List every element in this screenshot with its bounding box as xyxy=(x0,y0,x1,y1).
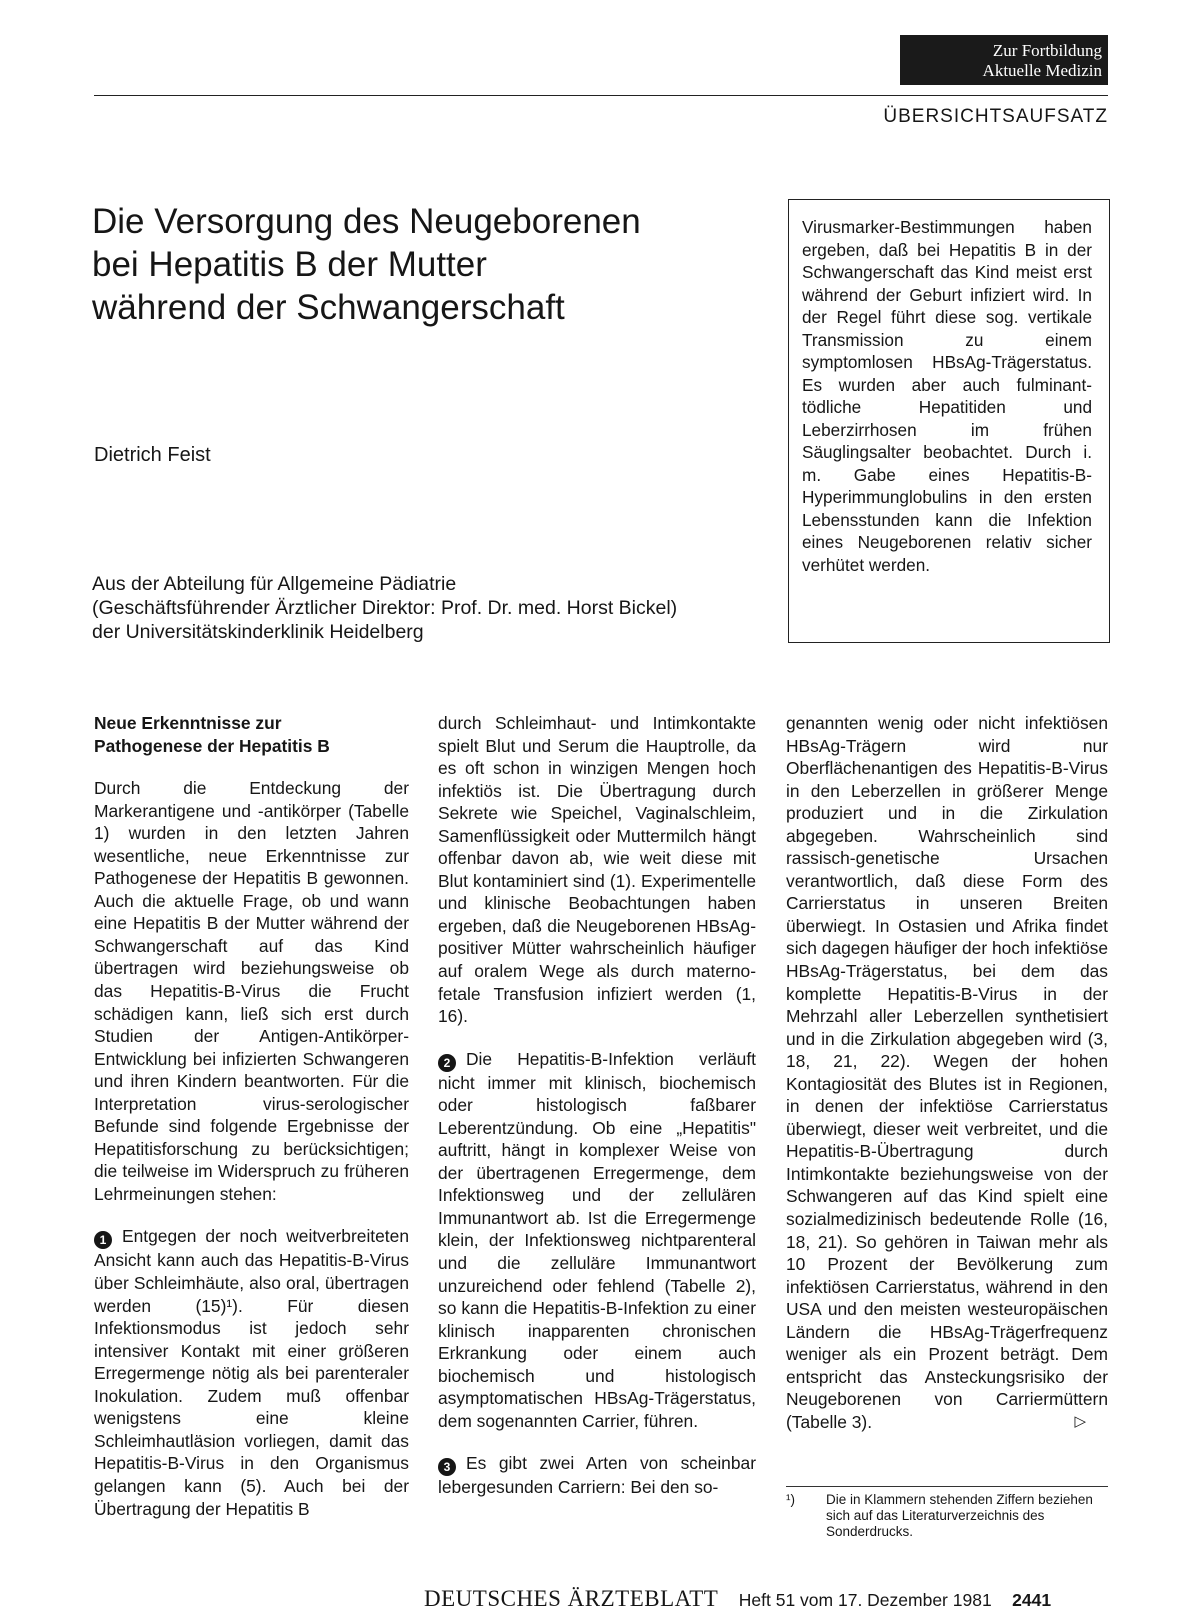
numbered-item-1 xyxy=(94,1225,409,1520)
affiliation xyxy=(92,572,792,644)
column-3 xyxy=(786,712,1108,1434)
numbered-item-text: Entgegen der noch weitverbreiteten Ansicht kann auch das Hepatitis-B-Virus über Schleimhäute, also oral, übertragen werden (15)¹). Für diesen Infektionsmodus ist jedoch sehr intensiver Kontakt mit einer größeren Erregermenge nötig als bei parenteraler Inokulation. Zudem muß offenbar wenigstens eine kleine Schleimhautläsion vorliegen, damit das Hepatitis-B-Virus in den Organismus gelangen kann (5). Auch bei der Übertragung der Hepatitis B xyxy=(94,1226,409,1519)
affiliation-line-2: (Geschäftsführender Ärztlicher Direktor: Prof. Dr. med. Horst Bickel) xyxy=(92,597,678,619)
footnote-mark: ¹) xyxy=(786,1492,795,1507)
page-footer xyxy=(424,1586,1110,1612)
numbered-item-3 xyxy=(438,1452,756,1499)
subheading xyxy=(94,712,409,757)
category-badge xyxy=(900,35,1108,85)
footnote-rule xyxy=(786,1486,1108,1487)
title-line-1: Die Versorgung des Neugeborenen xyxy=(92,202,641,241)
footnote-text: Die in Klammern stehenden Ziffern beziehen sich auf das Literaturverzeichnis des Sonderdrucks. xyxy=(826,1492,1093,1539)
subheading-line-1: Neue Erkenntnisse zur xyxy=(94,713,282,733)
abstract-text: Virusmarker-Bestimmungen haben ergeben, daß bei Hepatitis B in der Schwangerschaft das Kind meist erst während der Geburt infiziert wird. In der Regel führt diese sog. vertikale Transmission zu einem symptomlosen HBsAg-Trägerstatus. Es wurden aber auch fulminant-tödliche Hepatitiden und Leberzirrhosen im frühen Säuglingsalter beobachtet. Durch i. m. Gabe eines Hepatitis-B-Hyperimmunglobulins in den ersten Lebensstunden kann die Infektion eines Neugeborenen relativ sicher verhütet werden. xyxy=(802,217,1092,575)
column-1 xyxy=(94,712,409,1520)
footnote xyxy=(786,1492,1108,1540)
paragraph-text: genannten wenig oder nicht infektiösen HBsAg-Trägern wird nur Oberflächenantigen des Hepatitis-B-Virus in den Leberzellen in größerer Menge produziert und in die Zirkulation abgegeben. Wahrscheinlich sind rassisch-genetische Ursachen verantwortlich, daß diese Form des Carrierstatus in unseren Breiten überwiegt. In Ostasien und Afrika findet sich dagegen häufiger der hoch infektiöse HBsAg-Trägerstatus, bei dem das komplette Hepatitis-B-Virus in der Mehrzahl aller Leberzellen synthetisiert und in die Zirkulation abgegeben wird (3, 18, 21, 22). Wegen der hohen Kontagiosität des Blutes ist in Regionen, in denen der infektiöse Carrierstatus überwiegt, dieser weit verbreitet, und die Hepatitis-B-Übertragung durch Intimkontakte beziehungsweise von der Schwangeren auf das Kind spielt eine sozialmedizinisch bedeutende Rolle (16, 18, 21). So gehören in Taiwan mehr als 10 Prozent der Bevölkerung zum infektiösen Carrierstatus, während in den USA und den meisten westeuropäischen Ländern die HBsAg-Trägerfrequenz weniger als ein Prozent beträgt. Dem entspricht das Ansteckungsrisiko der Neugeborenen von Carriermüttern (Tabelle 3). xyxy=(786,713,1108,1432)
affiliation-line-3: der Universitätskinderklinik Heidelberg xyxy=(92,621,424,643)
issue-info: Heft 51 vom 17. Dezember 1981 xyxy=(738,1590,992,1610)
author: Dietrich Feist xyxy=(94,444,211,466)
badge-line-1: Zur Fortbildung xyxy=(992,41,1102,60)
subheading-line-2: Pathogenese der Hepatitis B xyxy=(94,735,330,756)
article-title xyxy=(92,200,792,329)
number-bullet: 2 xyxy=(438,1054,456,1072)
number-bullet: 1 xyxy=(94,1231,112,1249)
numbered-item-2 xyxy=(438,1048,756,1433)
journal-name: DEUTSCHES ÄRZTEBLATT xyxy=(424,1586,719,1611)
page-number: 2441 xyxy=(1012,1590,1052,1610)
numbered-item-text: Die Hepatitis-B-Infektion verläuft nicht immer mit klinisch, biochemisch oder histologisch faßbarer Leberentzündung. Ob eine „Hepatitis" auftritt, hängt in komplexer Weise von der übertragenen Erregermenge, dem Infektionsweg und der zellulären Immunantwort ab. Ist die Erregermenge klein, der Infektionsweg nichtparenteral und die zelluläre Immunantwort unzureichend oder fehlend (Tabelle 2), so kann die Hepatitis-B-Infektion zu einer klinisch inapparenten chronischen Erkrankung oder einem auch biochemisch und histologisch asymptomatischen HBsAg-Trägerstatus, dem sogenannten Carrier, führen. xyxy=(438,1048,756,1431)
title-line-2: bei Hepatitis B der Mutter xyxy=(92,245,487,284)
column-2 xyxy=(438,712,756,1499)
paragraph xyxy=(786,712,1108,1434)
header-rule xyxy=(94,95,1108,96)
affiliation-line-1: Aus der Abteilung für Allgemeine Pädiatrie xyxy=(92,573,457,595)
continue-arrow-icon: ▷ xyxy=(1074,1412,1086,1430)
paragraph: Durch die Entdeckung der Markerantigene und -antikörper (Tabelle 1) wurden in den letzten Jahren wesentliche, neue Erkenntnisse zur Pathogenese der Hepatitis B gewonnen. Auch die aktuelle Frage, ob und wann eine Hepatitis B der Mutter während der Schwangerschaft auf das Kind übertragen wird beziehungsweise ob das Hepatitis-B-Virus die Frucht schädigen kann, ließ sich erst durch Studien der Antigen-Antikörper-Entwicklung bei infizierten Schwangeren und ihren Kindern beantworten. Für die Interpretation virus-serologischer Befunde sind folgende Ergebnisse der Hepatitisforschung zu berücksichtigen; die teilweise im Widerspruch zu früheren Lehrmeinungen stehen: xyxy=(94,778,409,1204)
paragraph: durch Schleimhaut- und Intimkontakte spielt Blut und Serum die Hauptrolle, da es oft schon in winzigen Mengen hoch infektiös ist. Die Übertragung durch Sekrete wie Speichel, Vaginalschleim, Samenflüssigkeit oder Muttermilch hängt offenbar davon ab, wie weit diese mit Blut kontaminiert sind (1). Experimentelle und klinische Beobachtungen haben ergeben, daß die Neugeborenen HBsAg-positiver Mütter wahrscheinlich häufiger auf oralem Wege als durch materno-fetale Transfusion infiziert werden (1, 16). xyxy=(438,713,756,1027)
number-bullet: 3 xyxy=(438,1458,456,1476)
title-line-3: während der Schwangerschaft xyxy=(92,288,565,327)
section-label: ÜBERSICHTSAUFSATZ xyxy=(883,106,1108,127)
numbered-item-text: Es gibt zwei Arten von scheinbar lebergesunden Carriern: Bei den so- xyxy=(438,1453,756,1498)
badge-line-2: Aktuelle Medizin xyxy=(982,61,1102,80)
